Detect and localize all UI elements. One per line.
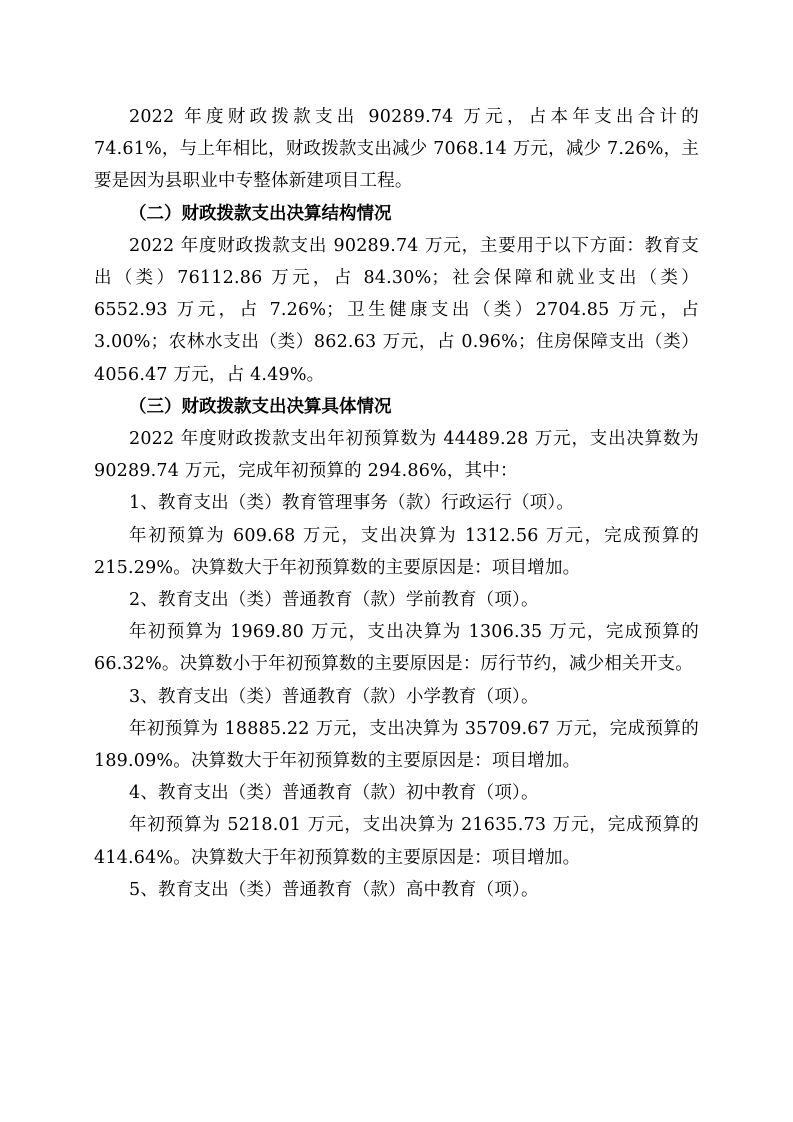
item-2-title: 2、教育支出（类）普通教育（款）学前教育（项）。 bbox=[129, 590, 539, 611]
item-4-body: 年初预算为 5218.01 万元，支出决算为 21635.73 万元，完成预算的 414.64%。决算数大于年初预算数的主要原因是：项目增加。 bbox=[94, 815, 699, 868]
document-page bbox=[94, 101, 699, 906]
item-1-body: 年初预算为 609.68 万元，支出决算为 1312.56 万元，完成预算的 215.29%。决算数大于年初预算数的主要原因是：项目增加。 bbox=[94, 525, 699, 578]
section-heading-structure: （二）财政拨款支出决算结构情况 bbox=[129, 203, 392, 224]
paragraph-details-summary: 2022 年度财政拨款支出年初预算数为 44489.28 万元，支出决算数为 90289.74 万元，完成年初预算的 294.86%，其中： bbox=[94, 429, 699, 482]
item-3-body: 年初预算为 18885.22 万元，支出决算为 35709.67 万元，完成预算的 189.09%。决算数大于年初预算数的主要原因是：项目增加。 bbox=[94, 718, 699, 772]
item-3-title: 3、教育支出（类）普通教育（款）小学教育（项）。 bbox=[129, 686, 539, 707]
section-heading-details: （三）财政拨款支出决算具体情况 bbox=[129, 396, 392, 417]
paragraph-structure: 2022 年度财政拨款支出 90289.74 万元，主要用于以下方面：教育支出（类）76112.86 万元，占 84.30%；社会保障和就业支出（类）6552.93 万元，占 7.26%；卫生健康支出（类）2704.85 万元，占 3.00%；农林水支出（类）862.63 万元，占 0.96%；住房保障支出（类）4056.47 万元，占 4.49%。 bbox=[94, 235, 699, 385]
item-2-body: 年初预算为 1969.80 万元，支出决算为 1306.35 万元，完成预算的 66.32%。决算数小于年初预算数的主要原因是：厉行节约，减少相关开支。 bbox=[94, 622, 699, 675]
item-5-title: 5、教育支出（类）普通教育（款）高中教育（项）。 bbox=[129, 879, 539, 900]
item-4-title: 4、教育支出（类）普通教育（款）初中教育（项）。 bbox=[129, 783, 539, 804]
paragraph-fiscal-overview: 2022 年度财政拨款支出 90289.74 万元，占本年支出合计的 74.61%，与上年相比，财政拨款支出减少 7068.14 万元，减少 7.26%，主要是因为县职业中专整体新建项目工程。 bbox=[94, 107, 699, 192]
item-1-title: 1、教育支出（类）教育管理事务（款）行政运行（项）。 bbox=[129, 493, 575, 514]
